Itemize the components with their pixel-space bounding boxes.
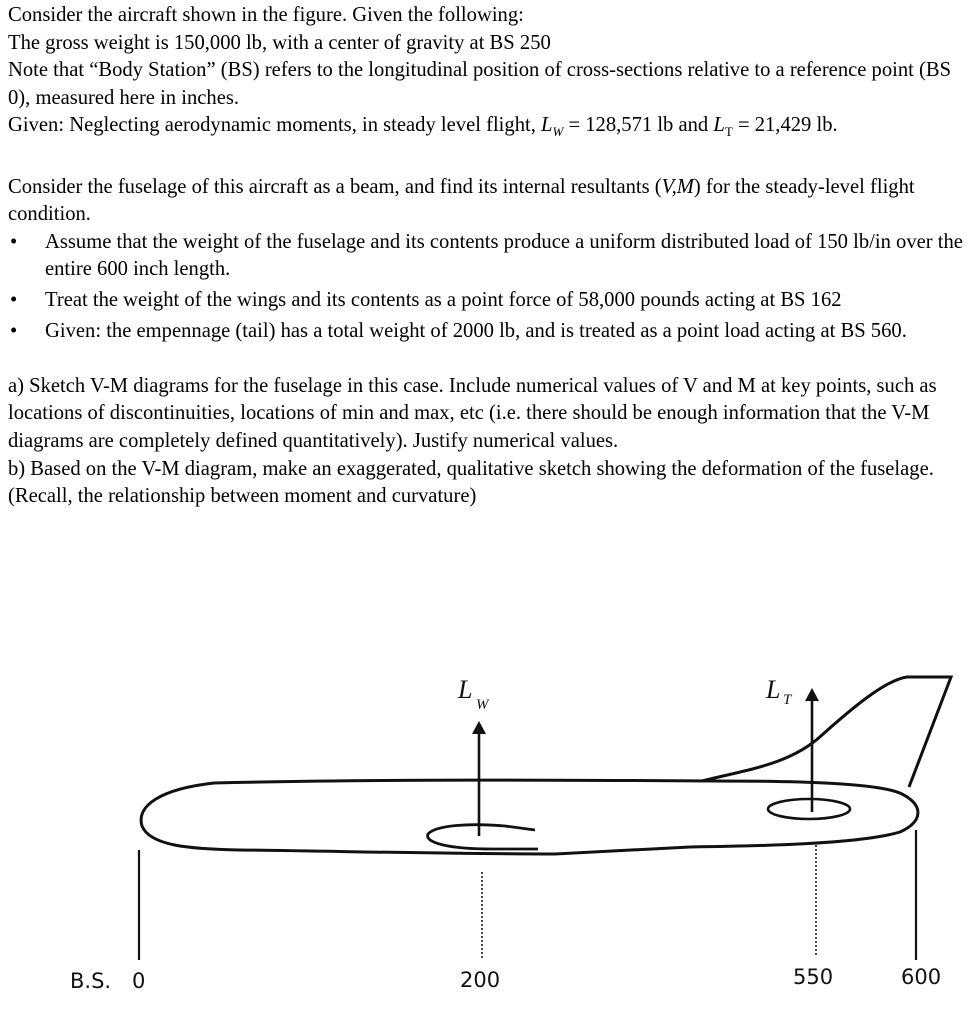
- given-line: [8, 112, 968, 146]
- bullet-text: Given: the empennage (tail) has a total weight of 2000 lb, and is treated as a point load acting at BS 560.: [45, 319, 907, 342]
- bullet-icon: •: [10, 319, 18, 342]
- given-prefix: Given: Neglecting aerodynamic moments, in steady level flight,: [8, 114, 542, 137]
- lw-subscript: W: [552, 124, 564, 140]
- stabilizer-section: [768, 799, 850, 819]
- bullet-icon: •: [10, 289, 18, 312]
- lt-arrowhead-icon: [805, 688, 819, 701]
- lw-symbol: L: [541, 114, 553, 137]
- question-b: b) Based on the V-M diagram, make an exaggerated, qualitative sketch showing the deformation of the fuselage. (Recall, the relationship between moment and curvature): [8, 457, 934, 508]
- beam-intro-suffix: ) for the steady-level flight condition.: [8, 175, 915, 226]
- beam-intro: [8, 174, 968, 229]
- bullet-icon: •: [10, 230, 18, 253]
- station-prefix: B.S.: [70, 969, 112, 993]
- fuselage-outline: [141, 780, 918, 854]
- beam-intro-prefix: Consider the fuselage of this aircraft as a beam, and find its internal resultants (: [8, 175, 662, 198]
- lw-value: = 128,571 lb and: [563, 114, 714, 137]
- question-a: a) Sketch V-M diagrams for the fuselage in this case. Include numerical values of V and M at key points, such as locations of discontinuities, locations of min and max, etc (i.e. there should be enough information that the V-M diagrams are completely defined quantitatively). Justify numerical values.: [8, 374, 937, 453]
- tail-fin: [702, 677, 951, 787]
- lt-label-sub: T: [783, 692, 792, 708]
- assumption-list: [8, 229, 968, 345]
- lt-label: L: [766, 675, 781, 704]
- lt-value: = 21,429 lb.: [732, 114, 838, 137]
- intro-line-2: The gross weight is 150,000 lb, with a center of gravity at BS 250: [8, 31, 551, 54]
- aircraft-figure: [0, 640, 979, 1024]
- beam-intro-vm: V,M: [661, 175, 694, 198]
- list-item: [8, 287, 968, 315]
- lt-symbol: L: [713, 114, 725, 137]
- list-item: [8, 318, 968, 346]
- station-label-0: 0: [132, 969, 146, 993]
- lw-arrowhead-icon: [472, 721, 486, 734]
- intro-line-1: Consider the aircraft shown in the figure. Given the following:: [8, 4, 524, 26]
- bullet-text: Treat the weight of the wings and its contents as a point force of 58,000 pounds acting at BS 162: [45, 289, 842, 312]
- intro-line-3: Note that “Body Station” (BS) refers to the longitudinal position of cross-sections relative to a reference point (BS 0), measured here in inches.: [8, 59, 952, 109]
- station-label-600: 600: [901, 965, 942, 989]
- list-item: [8, 229, 968, 284]
- station-label-550: 550: [793, 965, 834, 989]
- lw-label-sub: W: [476, 697, 489, 713]
- problem-text: [8, 2, 968, 511]
- bullet-text: Assume that the weight of the fuselage and its contents produce a uniform distributed load of 150 lb/in over the entire 600 inch length.: [45, 230, 963, 281]
- station-label-200: 200: [460, 968, 501, 992]
- wing-root-section: [428, 825, 538, 849]
- lt-subscript: T: [724, 124, 733, 140]
- lw-label: L: [458, 675, 473, 704]
